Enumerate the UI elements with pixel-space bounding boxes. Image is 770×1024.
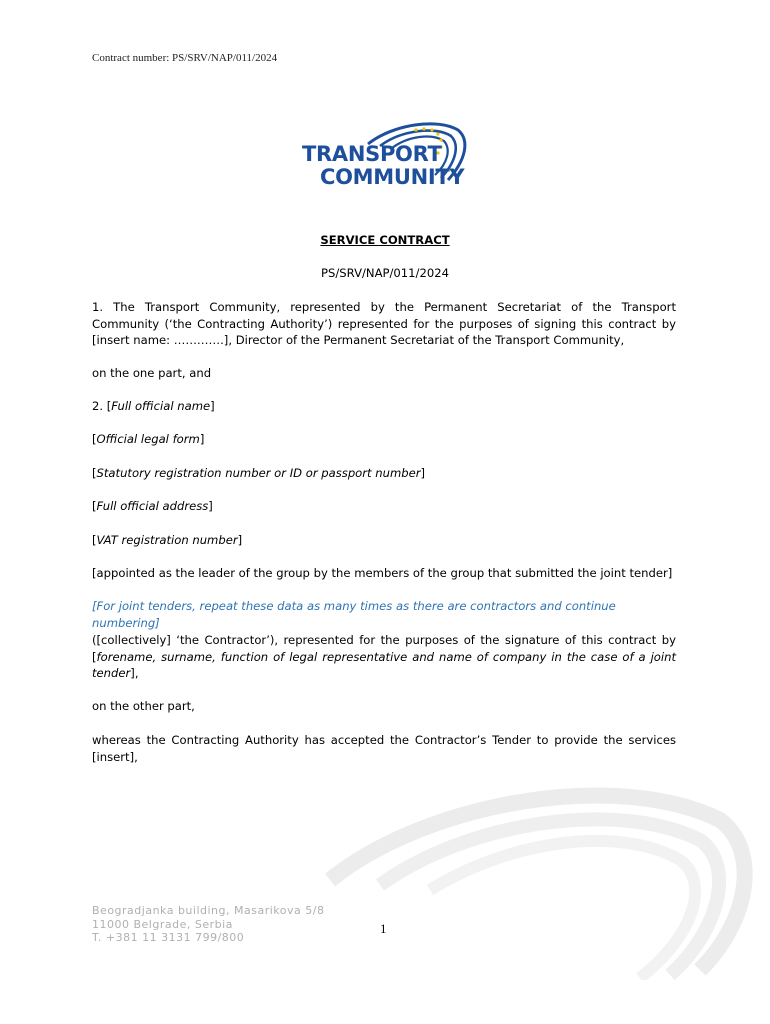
text-suffix: ] [210, 399, 215, 413]
paragraph-joint-tenders-note: [For joint tenders, repeat these data as many times as there are contractors and continue numbering] [92, 599, 616, 630]
footer-address-line2: 11000 Belgrade, Serbia [92, 917, 233, 931]
paragraph-official-address: [Full official address] [92, 499, 213, 513]
page-number: 1 [380, 921, 387, 936]
paragraph-other-part: on the other part, [92, 699, 195, 713]
paragraph-vat-number: [VAT registration number] [92, 533, 243, 547]
placeholder-vat-number: VAT registration number [96, 533, 238, 547]
footer-address-line1: Beogradjanka building, Masarikova 5/8 [92, 904, 325, 917]
placeholder-registration-number: Statutory registration number or ID or passport number [96, 466, 421, 480]
document-title: SERVICE CONTRACT [320, 233, 450, 247]
paragraph-contracting-authority: 1. The Transport Community, represented by the Permanent Secretariat of the Transport Community (‘the Contracting Authority’) represented for the purposes of signing this contract by [insert name: ………….], Director of the Permanent Secretariat of the Transport Community, [92, 300, 676, 347]
document-reference: PS/SRV/NAP/011/2024 [321, 266, 449, 280]
placeholder-full-official-name: Full official name [111, 399, 211, 413]
paragraph-registration-number: [Statutory registration number or ID or passport number] [92, 466, 426, 480]
paragraph-contractor [92, 632, 676, 682]
footer-phone: T. +381 11 3131 799/800 [92, 931, 245, 944]
text-suffix: ], [130, 666, 139, 680]
contract-number-header: Contract number: PS/SRV/NAP/011/2024 [92, 52, 278, 64]
text-prefix: ([collectively] ‘the Contractor’), represented for the purposes of the signature of this contract by [ [92, 633, 676, 664]
placeholder-legal-representative: forename, surname, function of legal representative and name of company in the case of a joint tender [92, 649, 676, 680]
transport-community-logo [298, 118, 478, 192]
placeholder-official-address: Full official address [96, 499, 209, 513]
footer-address [92, 904, 324, 945]
footer-swoosh-icon [320, 780, 770, 980]
text-prefix: 2. [ [92, 399, 112, 413]
logo-word-transport: TRANSPORT [302, 142, 442, 166]
paragraph-one-part: on the one part, and [92, 366, 212, 380]
paragraph-group-leader: [appointed as the leader of the group by the members of the group that submitted the joint tender] [92, 566, 673, 580]
paragraph-whereas: whereas the Contracting Authority has accepted the Contractor’s Tender to provide the services [insert], [92, 733, 676, 764]
paragraph-legal-form: [Official legal form] [92, 432, 205, 446]
placeholder-legal-form: Official legal form [96, 432, 200, 446]
paragraph-full-official-name [92, 398, 676, 415]
logo-word-community: COMMUNITY [320, 165, 465, 189]
